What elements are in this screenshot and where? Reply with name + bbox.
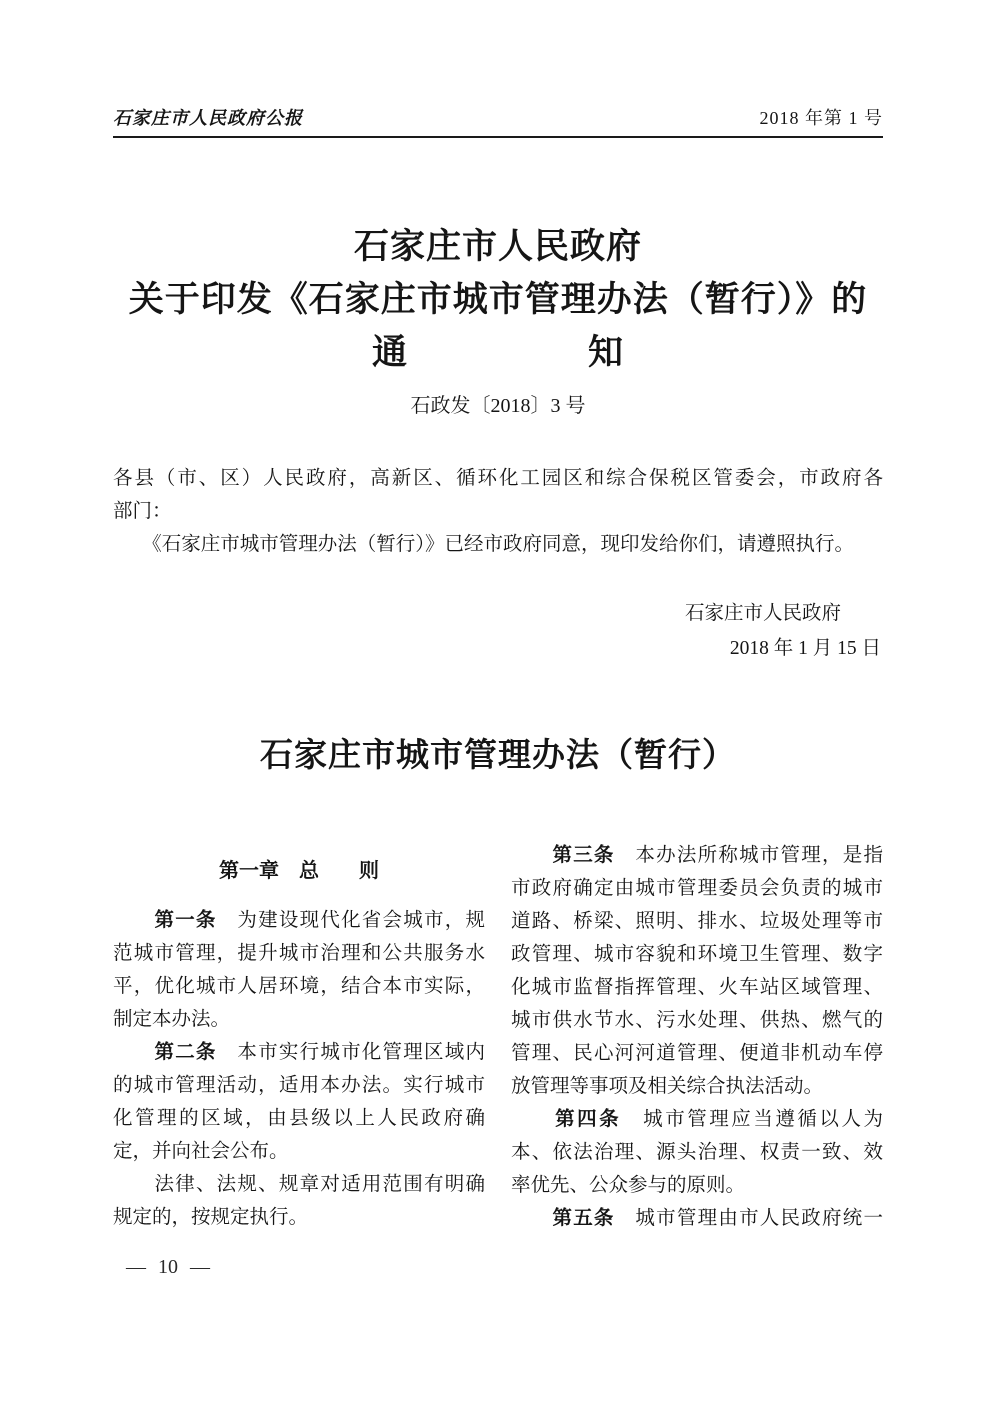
page-footer xyxy=(126,1255,883,1279)
text-line xyxy=(511,905,883,938)
text-segment: 管理、民心河河道管理、便道非机动车停 xyxy=(511,1043,883,1064)
text-segment xyxy=(511,845,552,866)
text-line xyxy=(113,1135,485,1168)
notice-title-line-1: 石家庄市人民政府 xyxy=(353,227,642,266)
text-segment xyxy=(113,1042,154,1063)
text-segment: 本办法所称城市管理，是指 xyxy=(614,845,883,866)
text-segment xyxy=(511,1208,552,1229)
text-line xyxy=(511,1136,883,1169)
notice-title-line-2: 关于印发《石家庄市城市管理办法（暂行）》的 xyxy=(128,280,868,319)
text-segment: 规定的，按规定执行。 xyxy=(113,1207,309,1228)
left-column xyxy=(113,839,485,1235)
text-segment: 定，并向社会公布。 xyxy=(113,1141,289,1162)
text-segment: 平，优化城市人居环境，结合本市实际， xyxy=(113,976,485,997)
text-segment: 化城市监督指挥管理、火车站区域管理、 xyxy=(511,977,883,998)
article-number: 第四条 xyxy=(555,1108,622,1130)
text-segment: 放管理等事项及相关综合执法活动。 xyxy=(511,1076,824,1097)
regulation-title: 石家庄市城市管理办法（暂行） xyxy=(260,738,736,774)
text-line xyxy=(113,904,485,937)
article-number: 第一条 xyxy=(154,909,217,931)
text-segment: 城市管理应当遵循以人为 xyxy=(621,1109,883,1130)
text-line xyxy=(511,839,883,872)
text-segment: 率优先、公众参与的原则。 xyxy=(511,1175,746,1196)
text-segment: 制定本办法。 xyxy=(113,1009,231,1030)
notice-body xyxy=(113,462,883,561)
text-line xyxy=(113,970,485,1003)
text-line xyxy=(113,1102,485,1135)
article-number: 第五条 xyxy=(552,1207,615,1229)
text-line xyxy=(511,1103,883,1136)
text-segment: 本市实行城市化管理区域内 xyxy=(216,1042,485,1063)
text-segment: 本、依法治理、源头治理、权责一致、效 xyxy=(511,1142,883,1163)
right-column xyxy=(511,839,883,1235)
notice-title xyxy=(113,220,883,379)
left-column-lines xyxy=(113,904,485,1234)
text-segment: 的城市管理活动，适用本办法。实行城市 xyxy=(113,1075,485,1096)
page-number: 10 xyxy=(158,1256,178,1278)
text-line xyxy=(511,1070,883,1103)
text-line xyxy=(113,495,883,528)
text-line xyxy=(511,1169,883,1202)
publication-name: 石家庄市人民政府公报 xyxy=(113,108,303,128)
article-number: 第三条 xyxy=(552,844,615,866)
notice-title-line-3: 通 知 xyxy=(371,333,624,372)
text-line xyxy=(511,1202,883,1235)
text-segment: 化管理的区域，由县级以上人民政府确 xyxy=(113,1108,485,1129)
issue-number: 2018 年第 1 号 xyxy=(759,108,883,128)
signature-date: 2018 年 1 月 15 日 xyxy=(729,638,881,659)
text-line xyxy=(113,1201,485,1234)
text-line xyxy=(113,1069,485,1102)
signature-issuer: 石家庄市人民政府 xyxy=(684,603,841,624)
right-column-lines xyxy=(511,839,883,1235)
two-column-text xyxy=(113,839,883,1235)
text-line xyxy=(113,462,883,495)
text-line xyxy=(511,1037,883,1070)
text-segment: 道路、桥梁、照明、排水、垃圾处理等市 xyxy=(511,911,883,932)
text-line xyxy=(511,971,883,1004)
article-number: 第二条 xyxy=(154,1041,217,1063)
text-segment xyxy=(511,1109,555,1130)
text-segment: 各县（市、区）人民政府，高新区、循环化工园区和综合保税区管委会，市政府各 xyxy=(113,468,883,489)
text-segment: 政管理、城市容貌和环境卫生管理、数字 xyxy=(511,944,883,965)
text-line xyxy=(113,1168,485,1201)
text-segment: 城市供水节水、污水处理、供热、燃气的 xyxy=(511,1010,883,1031)
document-number: 石政发〔2018〕3 号 xyxy=(410,395,586,417)
running-header xyxy=(113,0,883,138)
text-segment: 部门： xyxy=(113,501,172,522)
footer-right-dash: — xyxy=(190,1256,210,1278)
text-line xyxy=(113,1036,485,1069)
text-segment: 法律、法规、规章对适用范围有明确 xyxy=(113,1174,485,1195)
text-segment: 范城市管理，提升城市治理和公共服务水 xyxy=(113,943,485,964)
text-line xyxy=(511,1004,883,1037)
text-segment xyxy=(113,910,154,931)
text-segment: 市政府确定由城市管理委员会负责的城市 xyxy=(511,878,883,899)
text-segment: 《石家庄市城市管理办法（暂行）》已经市政府同意，现印发给你们，请遵照执行。 xyxy=(113,534,855,555)
text-line xyxy=(113,528,883,561)
signature-block xyxy=(113,597,883,665)
text-line xyxy=(113,937,485,970)
footer-left-dash: — xyxy=(126,1256,146,1278)
text-line xyxy=(511,938,883,971)
text-line xyxy=(511,872,883,905)
gazette-page xyxy=(113,0,883,1279)
text-line xyxy=(113,1003,485,1036)
text-segment: 为建设现代化省会城市，规 xyxy=(216,910,485,931)
text-segment: 城市管理由市人民政府统一 xyxy=(614,1208,883,1229)
chapter-heading: 第一章 总 则 xyxy=(219,860,379,882)
